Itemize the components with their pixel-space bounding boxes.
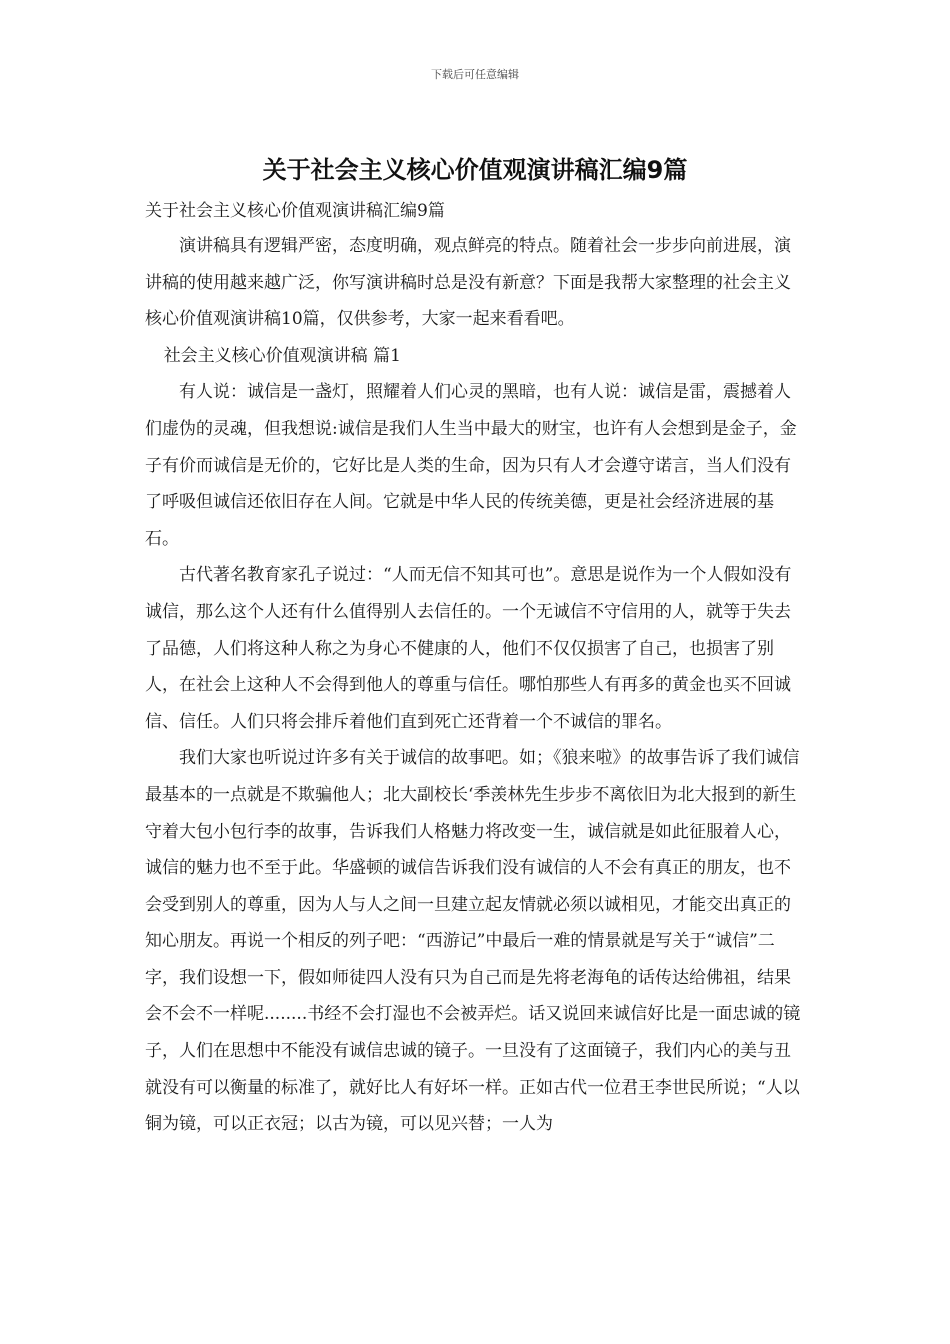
- body-paragraph-3: 我们大家也听说过许多有关于诚信的故事吧。如；《狼来啦》的故事告诉了我们诚信最基本的一点就是不欺骗他人；北大副校长‘季羡林先生步步不离依旧为北大报到的新生守着大包小包行李的故事，告诉我们人格魅力将改变一生，诚信就是如此征服着人心，诚信的魅力也不至于此。华盛顿的诚信告诉我们没有诚信的人不会有真正的朋友，也不会受到别人的尊重，因为人与人之间一旦建立起友情就必须以诚相见，才能交出真正的知心朋友。再说一个相反的列子吧：“西游记”中最后一难的情景就是写关于“诚信”二字，我们设想一下，假如师徒四人没有只为自己而是先将老海龟的话传达给佛祖，结果会不会不一样呢........书经不会打湿也不会被弄烂。话又说回来诚信好比是一面忠诚的镜子，人们在思想中不能没有诚信忠诚的镜子。一旦没有了这面镜子，我们内心的美与丑就没有可以衡量的标准了，就好比人有好坏一样。正如古代一位君王李世民所说；“人以铜为镜，可以正衣冠；以古为镜，可以见兴替；一人为: [145, 748, 801, 1135]
- body-paragraph-2: 古代著名教育家孔子说过：“人而无信不知其可也”。意思是说作为一个人假如没有诚信，那么这个人还有什么值得别人去信任的。一个无诚信不守信用的人，就等于失去了品德，人们将这种人称之为身心不健康的人，他们不仅仅损害了自己，也损害了别人，在社会上这种人不会得到他人的尊重与信任。哪怕那些人有再多的黄金也买不回诚信、信任。人们只将会排斥着他们直到死亡还背着一个不诚信的罪名。: [145, 565, 792, 732]
- body-paragraph-1: 有人说：诚信是一盏灯，照耀着人们心灵的黑暗，也有人说：诚信是雷，震撼着人们虚伪的灵魂，但我想说:诚信是我们人生当中最大的财宝，也许有人会想到是金子，金子有价而诚信是无价的，它好比是人类的生命，因为只有人才会遵守诺言，当人们没有了呼吸但诚信还依旧存在人间。它就是中华人民的传统美德，更是社会经济进展的基石。: [145, 382, 797, 549]
- header-note: 下载后可任意编辑: [431, 68, 519, 81]
- subtitle: 关于社会主义核心价值观演讲稿汇编9篇: [145, 201, 445, 221]
- document-title: 关于社会主义核心价值观演讲稿汇编9篇: [262, 156, 688, 184]
- section-heading: 社会主义核心价值观演讲稿 篇1: [163, 345, 401, 366]
- document-body: [145, 196, 807, 1143]
- intro-paragraph: 演讲稿具有逻辑严密，态度明确，观点鲜亮的特点。随着社会一步步向前进展，演讲稿的使用越来越广泛，你写演讲稿时总是没有新意？下面是我帮大家整理的社会主义核心价值观演讲稿10篇，仅供参考，大家一起来看看吧。: [145, 236, 791, 330]
